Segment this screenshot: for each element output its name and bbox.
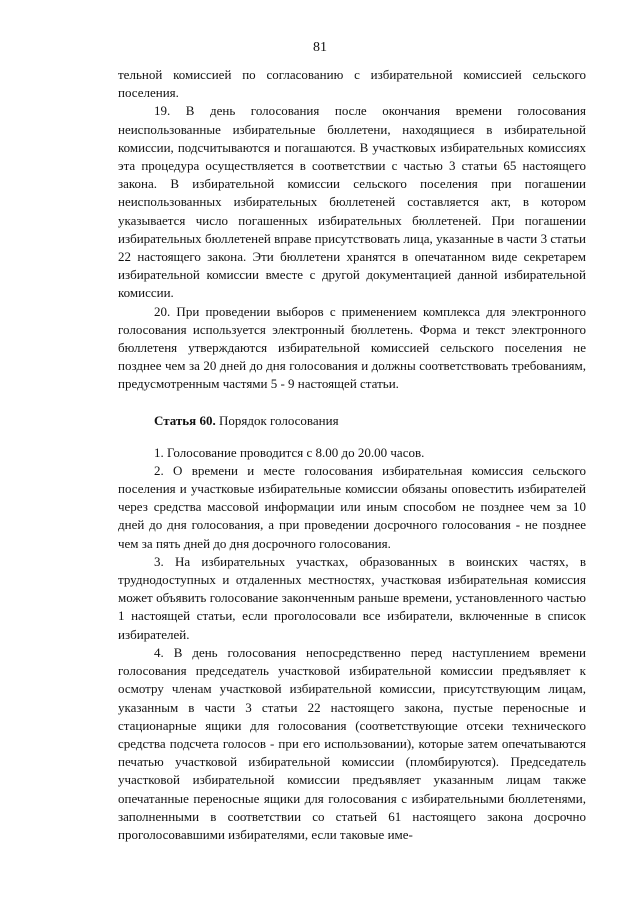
article-paragraph-4: 4. В день голосования непосредственно перед наступлением времени голосования председатель участковой избирательной комиссии предъявляет к осмотру членам участковой избирательной комиссии, присутствующим лицам, указанным в части 3 статьи 22 настоящего закона, пустые переносные и стационарные ящики для голосования (соответствующие отсеки технического средства подсчета голосов - при его использовании), которые затем опечатываются печатью участковой избирательной комиссии (пломбируются). Председатель участковой избирательной комиссии предъявляет указанным лицам также опечатанные переносные ящики для голосования с избирательными бюллетенями, заполненными в соответствии со статьей 61 настоящего закона досрочно проголосовавшими избирателями, если таковые име- — [118, 644, 586, 842]
article-paragraph-3: 3. На избирательных участках, образованных в воинских частях, в труднодоступных и отдаленных местностях, участковая избирательная комиссия может объявить голосование законченным раньше времени, установленного частью 1 настоящей статьи, если проголосовали все избиратели, включенные в список избирателей. — [118, 553, 586, 642]
article-heading — [118, 412, 586, 430]
article-title: Порядок голосования — [218, 412, 339, 428]
continuation-paragraph: тельной комиссией по согласованию с избирательной комиссией сельского поселения. — [118, 67, 586, 101]
article-number: Статья 60. — [154, 412, 216, 428]
article-paragraph-2: 2. О времени и месте голосования избирательная комиссия сельского поселения и участковые избирательные комиссии обязаны оповестить избирателей через средства массовой информации или иным способом не позднее чем за 10 дней до дня голосования, а при проведении досрочного голосования - не позднее чем за пять дней до дня досрочного голосования. — [118, 462, 586, 551]
article-paragraph-1: 1. Голосование проводится с 8.00 до 20.00 часов. — [154, 444, 425, 460]
page-content — [118, 66, 586, 844]
page-number: 81 — [313, 40, 327, 55]
paragraph-20: 20. При проведении выборов с применением комплекса для электронного голосования используется электронный бюллетень. Форма и текст электронного бюллетеня утверждаются избирательной комиссией сельского поселения не позднее чем за 20 дней до дня голосования и должны соответствовать требованиям, предусмотренным частями 5 - 9 настоящей статьи. — [118, 303, 586, 392]
paragraph-19: 19. В день голосования после окончания времени голосования неиспользованные избирательные бюллетени, находящиеся в избирательной комиссии, подсчитываются и погашаются. В участковых избирательных комиссиях эта процедура осуществляется в соответствии с частью 3 статьи 65 настоящего закона. В избирательной комиссии сельского поселения при погашении неиспользованных избирательных бюллетеней составляется акт, в котором указывается число погашенных избирательных бюллетеней. При погашении избирательных бюллетеней вправе присутствовать лица, указанные в части 3 статьи 22 настоящего закона. Эти бюллетени хранятся в опечатанном виде секретарем избирательной комиссии вместе с другой документацией данной избирательной комиссии. — [118, 103, 586, 301]
